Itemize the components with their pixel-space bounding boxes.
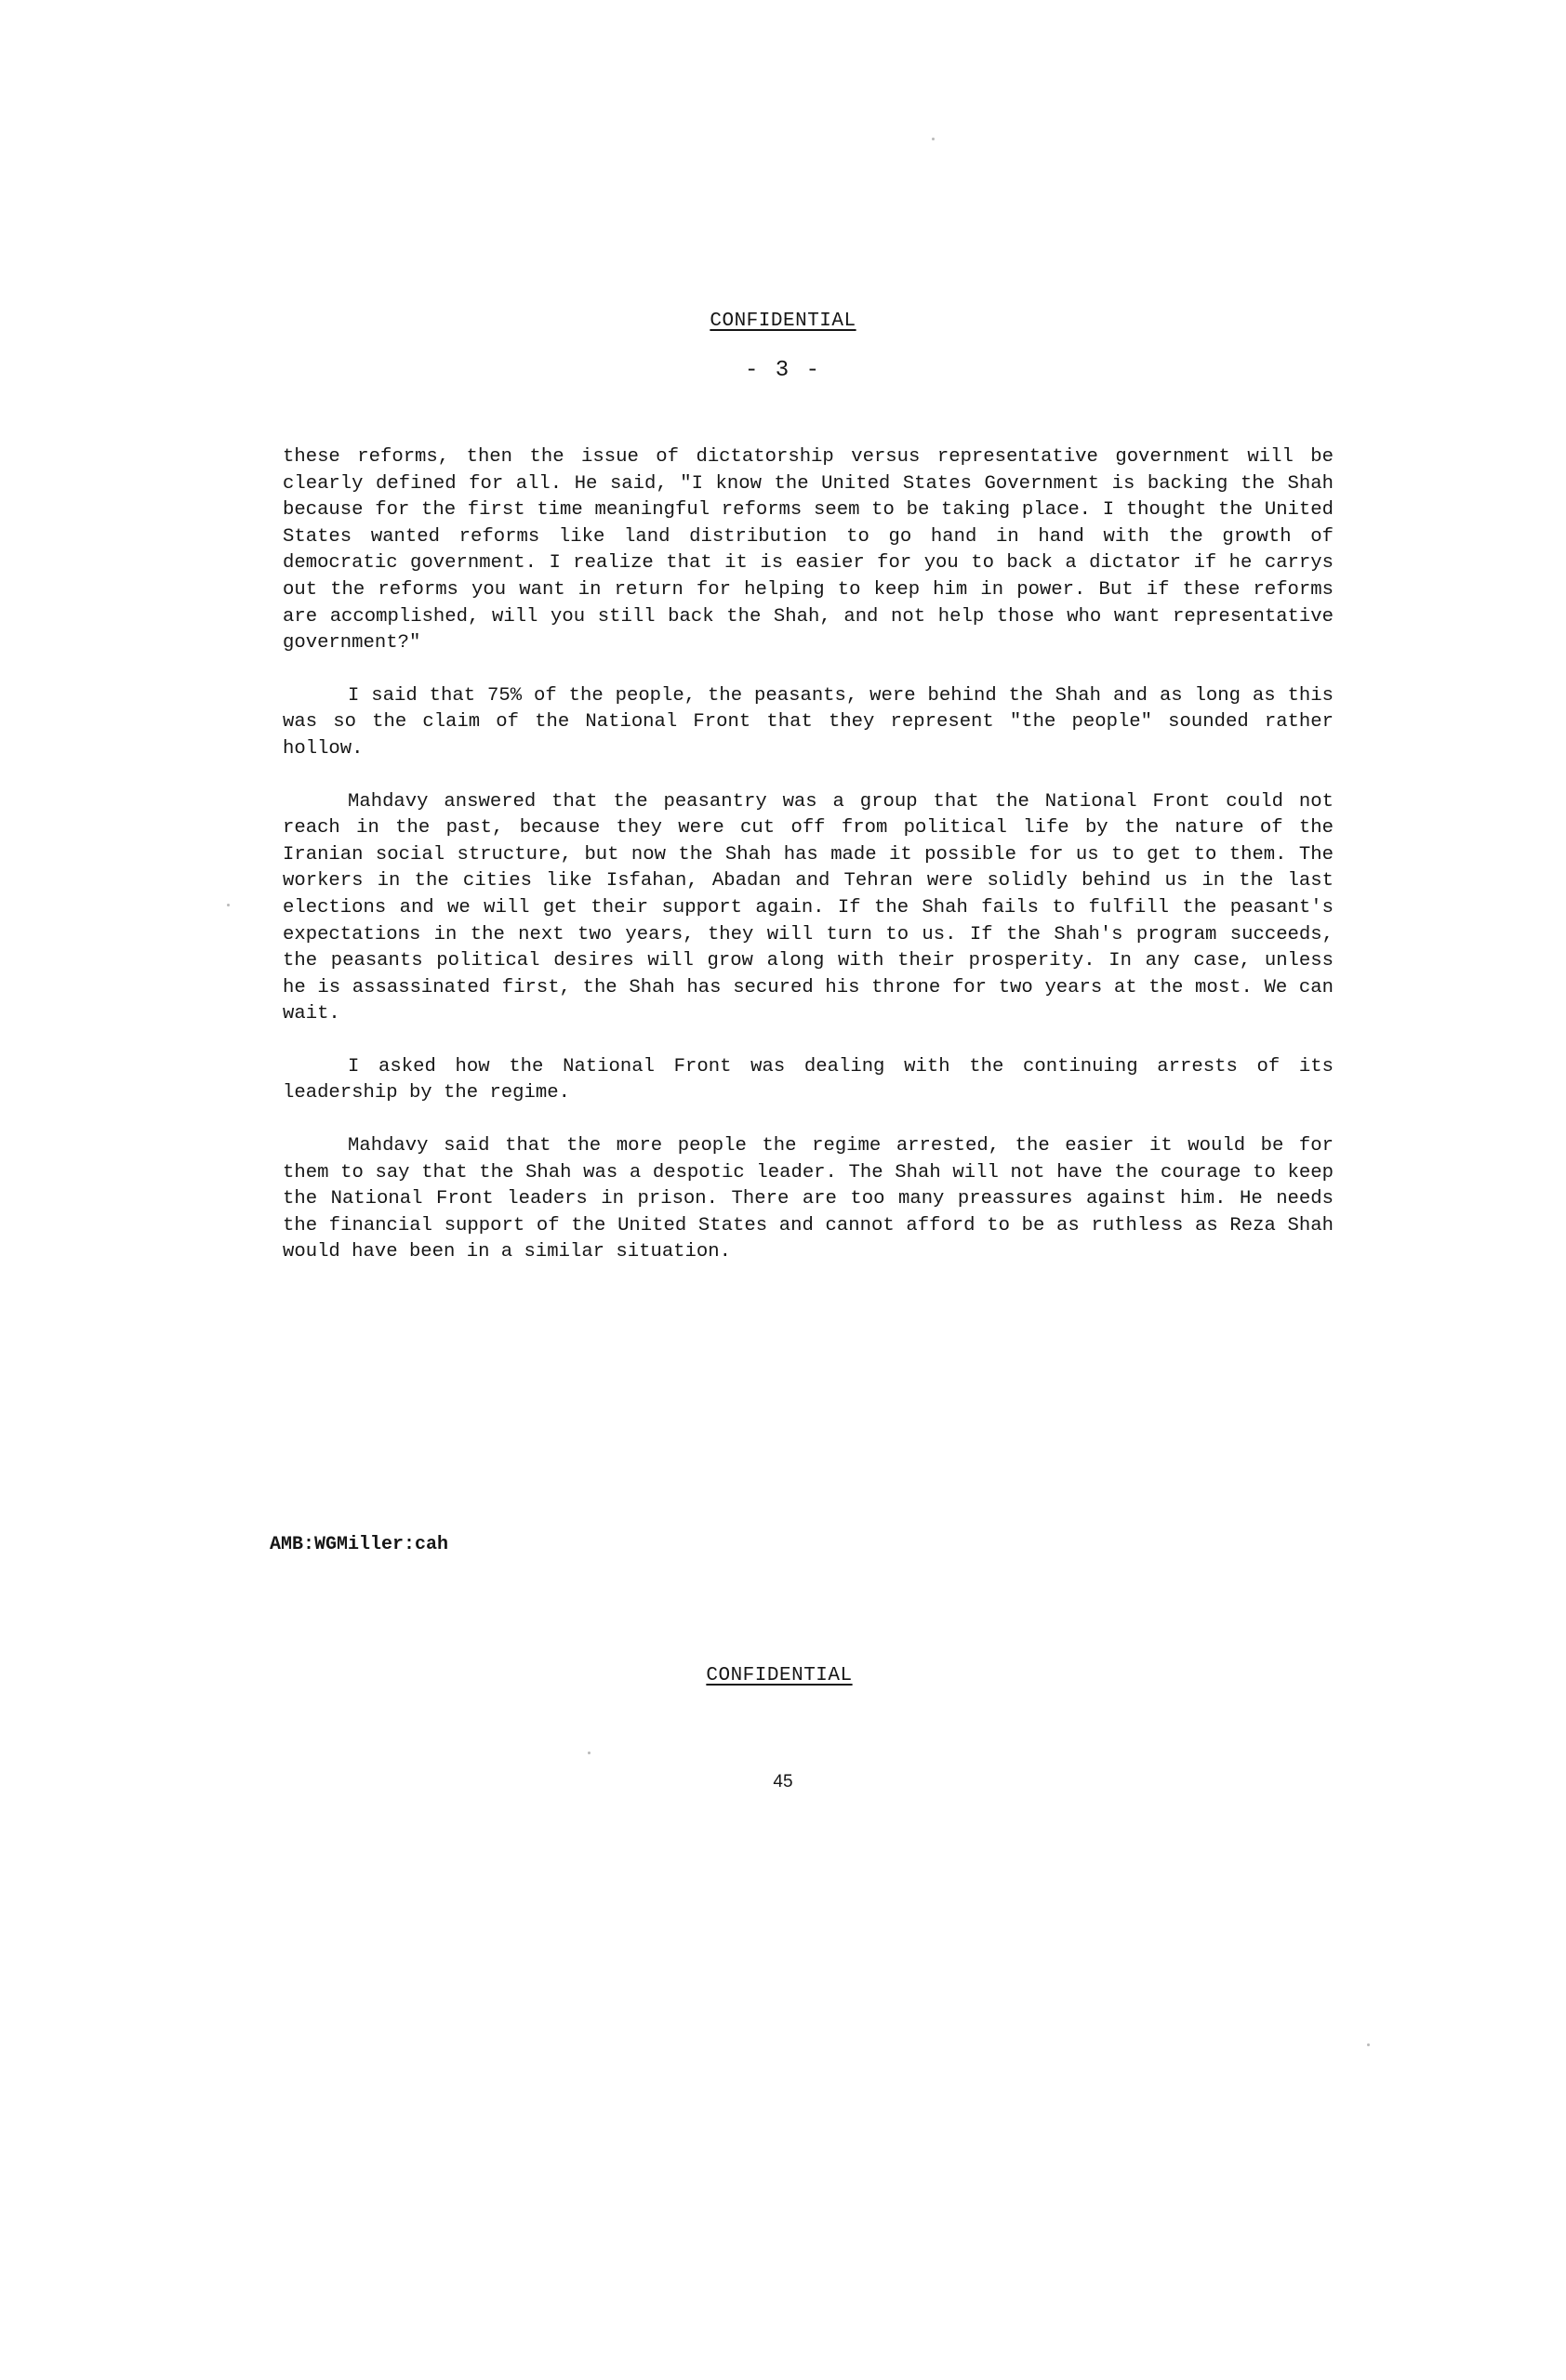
page-number: 45 bbox=[773, 1772, 793, 1792]
paragraph-arrests-question: I asked how the National Front was dealing with the continuing arrests of its leadership by the regime. bbox=[283, 1055, 1334, 1104]
scan-speck bbox=[227, 904, 230, 906]
classification-header bbox=[0, 311, 1566, 332]
classification-footer bbox=[0, 1665, 1562, 1686]
classification-header-label: CONFIDENTIAL bbox=[710, 311, 856, 332]
page-marker: - 3 - bbox=[744, 358, 821, 383]
scan-speck bbox=[1367, 2043, 1370, 2046]
scan-speck bbox=[932, 138, 935, 140]
drafter-initials: AMB:WGMiller:cah bbox=[270, 1534, 449, 1555]
memo-body bbox=[283, 444, 1334, 1266]
scan-speck bbox=[588, 1752, 591, 1754]
paragraph-mahdavy-regime: Mahdavy said that the more people the regime arrested, the easier it would be for them to say that the Shah was a despotic leader. The Shah will not have the courage to keep the National Front leaders in prison. There are too many preassures against him. He needs the financial support of the United States and cannot afford to be as ruthless as Reza Shah would have been in a similar situation. bbox=[283, 1135, 1334, 1263]
classification-footer-label: CONFIDENTIAL bbox=[706, 1665, 853, 1686]
paragraph-mahdavy-answer: Mahdavy answered that the peasantry was a group that the National Front could not reach in the past, because they were cut off from political life by the nature of the Iranian social structure, but now the Shah has made it possible for us to get to them. The workers in the cities like Isfahan, Abadan and Tehran were solidly behind us in the last elections and we will get their support again. If the Shah fails to fulfill the peasant's expectations in the next two years, they will turn to us. If the Shah's program succeeds, the peasants political desires will grow along with their prosperity. In any case, unless he is assassinated first, the Shah has secured his throne for two years at the most. We can wait. bbox=[283, 790, 1334, 1025]
paragraph-peasants: I said that 75% of the people, the peasants, were behind the Shah and as long as this was so the claim of the National Front that they represent "the people" sounded rather hollow. bbox=[283, 684, 1334, 760]
paragraph-continuation: these reforms, then the issue of dictatorship versus representative government will be clearly defined for all. He said, "I know the United States Government is backing the Shah because for the first time meaningful reforms seem to be taking place. I thought the United States wanted reforms like land distribution to go hand in hand with the growth of democratic government. I realize that it is easier for you to back a dictator if he carrys out the reforms you want in return for helping to keep him in power. But if these reforms are accomplished, will you still back the Shah, and not help those who want representative government?" bbox=[283, 446, 1334, 654]
